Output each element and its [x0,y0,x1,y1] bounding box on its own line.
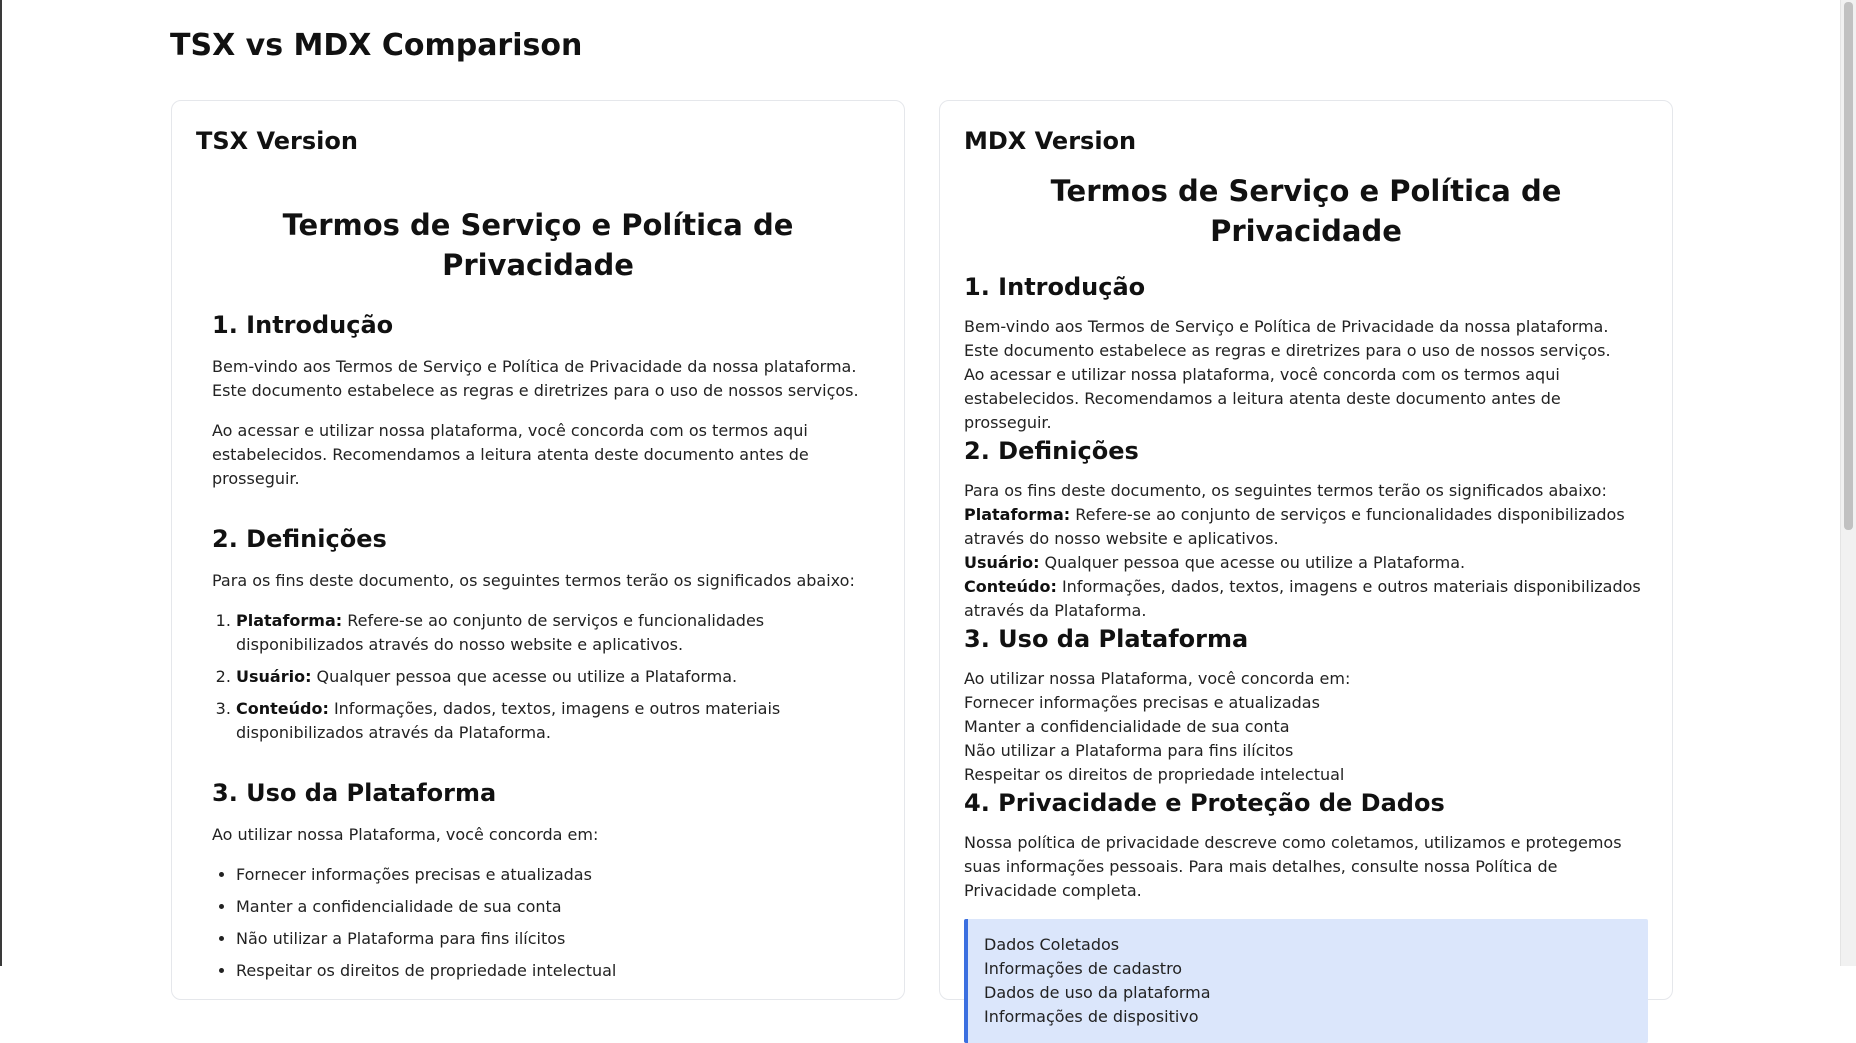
mdx-privacy-heading: 4. Privacidade e Proteção de Dados [964,789,1445,817]
definition-term: Usuário: [236,667,312,686]
page-title: TSX vs MDX Comparison [170,28,583,63]
callout-line: Dados Coletados [984,935,1120,954]
definition-text: Refere-se ao conjunto de serviços e funcionalidades disponibilizados através do nosso website e aplicativos. [964,505,1625,548]
mdx-doc-title: Termos de Serviço e Política de Privacidade [1050,174,1562,248]
definition-text: Informações, dados, textos, imagens e outros materiais disponibilizados através da Plataforma. [236,699,781,742]
callout-line: Dados de uso da plataforma [984,983,1211,1002]
list-item [236,609,864,657]
tsx-intro-heading: 1. Introdução [212,311,394,339]
mdx-document [964,171,1648,1043]
mdx-definitions-heading: 2. Definições [964,437,1139,465]
callout-line: Informações de cadastro [984,959,1183,978]
definition-text: Qualquer pessoa que acesse ou utilize a Plataforma. [1039,553,1466,572]
tsx-definitions-list [212,609,864,745]
mdx-card-title: MDX Version [964,127,1137,155]
definition-line [964,575,1648,623]
definition-text: Refere-se ao conjunto de serviços e funcionalidades disponibilizados através do nosso website e aplicativos. [236,611,765,654]
tsx-intro-paragraph-1: Bem-vindo aos Termos de Serviço e Política de Privacidade da nossa plataforma. Este documento estabelece as regras e diretrizes para o uso de nossos serviços. [212,357,859,400]
mdx-data-callout [964,919,1648,1043]
definition-term: Conteúdo: [236,699,329,718]
list-item: • Não utilizar a Plataforma para fins ilícitos [236,927,864,951]
mdx-privacy-paragraph: Nossa política de privacidade descreve como coletamos, utilizamos e protegemos suas informações pessoais. Para mais detalhes, consulte nossa Política de Privacidade completa. [964,833,1622,900]
callout-line: Informações de dispositivo [984,1007,1199,1026]
tsx-usage-list [212,863,864,983]
list-item: Fornecer informações precisas e atualizadas [964,693,1320,712]
mdx-definitions-lead: Para os fins deste documento, os seguintes termos terão os significados abaixo: [964,481,1607,500]
mdx-intro-paragraph-2: Ao acessar e utilizar nossa plataforma, você concorda com os termos aqui estabelecidos. Recomendamos a leitura atenta deste documento antes de prosseguir. [964,365,1561,432]
list-item: • Fornecer informações precisas e atualizadas [236,863,864,887]
definition-term: Conteúdo: [964,577,1057,596]
list-item: • Manter a confidencialidade de sua conta [236,895,864,919]
definition-term: Plataforma: [964,505,1071,524]
tsx-intro-paragraph-2: Ao acessar e utilizar nossa plataforma, você concorda com os termos aqui estabelecidos. Recomendamos a leitura atenta deste documento antes de prosseguir. [212,421,809,488]
definition-term: Usuário: [964,553,1040,572]
mdx-version-card [939,100,1673,1026]
list-item: Respeitar os direitos de propriedade intelectual [964,765,1345,784]
tsx-definitions-lead: Para os fins deste documento, os seguintes termos terão os significados abaixo: [212,571,855,590]
mdx-intro-paragraph-1: Bem-vindo aos Termos de Serviço e Política de Privacidade da nossa plataforma. Este documento estabelece as regras e diretrizes para o uso de nossos serviços. [964,317,1611,360]
tsx-usage-heading: 3. Uso da Plataforma [212,779,497,807]
definition-text: Qualquer pessoa que acesse ou utilize a Plataforma. [311,667,738,686]
definition-line [964,503,1648,551]
tsx-usage-lead: Ao utilizar nossa Plataforma, você concorda em: [212,825,599,844]
page-scrollbar[interactable] [1840,0,1856,966]
scrollbar-thumb[interactable] [1844,2,1853,530]
list-item: Não utilizar a Plataforma para fins ilícitos [964,741,1294,760]
window-left-edge [0,0,2,966]
mdx-intro-heading: 1. Introdução [964,273,1146,301]
list-item: • Respeitar os direitos de propriedade intelectual [236,959,864,983]
mdx-usage-lead: Ao utilizar nossa Plataforma, você concorda em: [964,669,1351,688]
definition-line [964,551,1648,575]
mdx-usage-block [964,667,1648,787]
tsx-version-card [171,100,905,1000]
tsx-document [212,205,864,991]
tsx-doc-title: Termos de Serviço e Política de Privacidade [282,208,794,282]
definition-text: Informações, dados, textos, imagens e outros materiais disponibilizados através da Plataforma. [964,577,1641,620]
tsx-definitions-heading: 2. Definições [212,525,387,553]
mdx-definitions-block [964,479,1648,623]
list-item [236,665,864,689]
mdx-usage-heading: 3. Uso da Plataforma [964,625,1249,653]
definition-term: Plataforma: [236,611,343,630]
tsx-card-title: TSX Version [196,127,358,155]
list-item [236,697,864,745]
list-item: Manter a confidencialidade de sua conta [964,717,1290,736]
